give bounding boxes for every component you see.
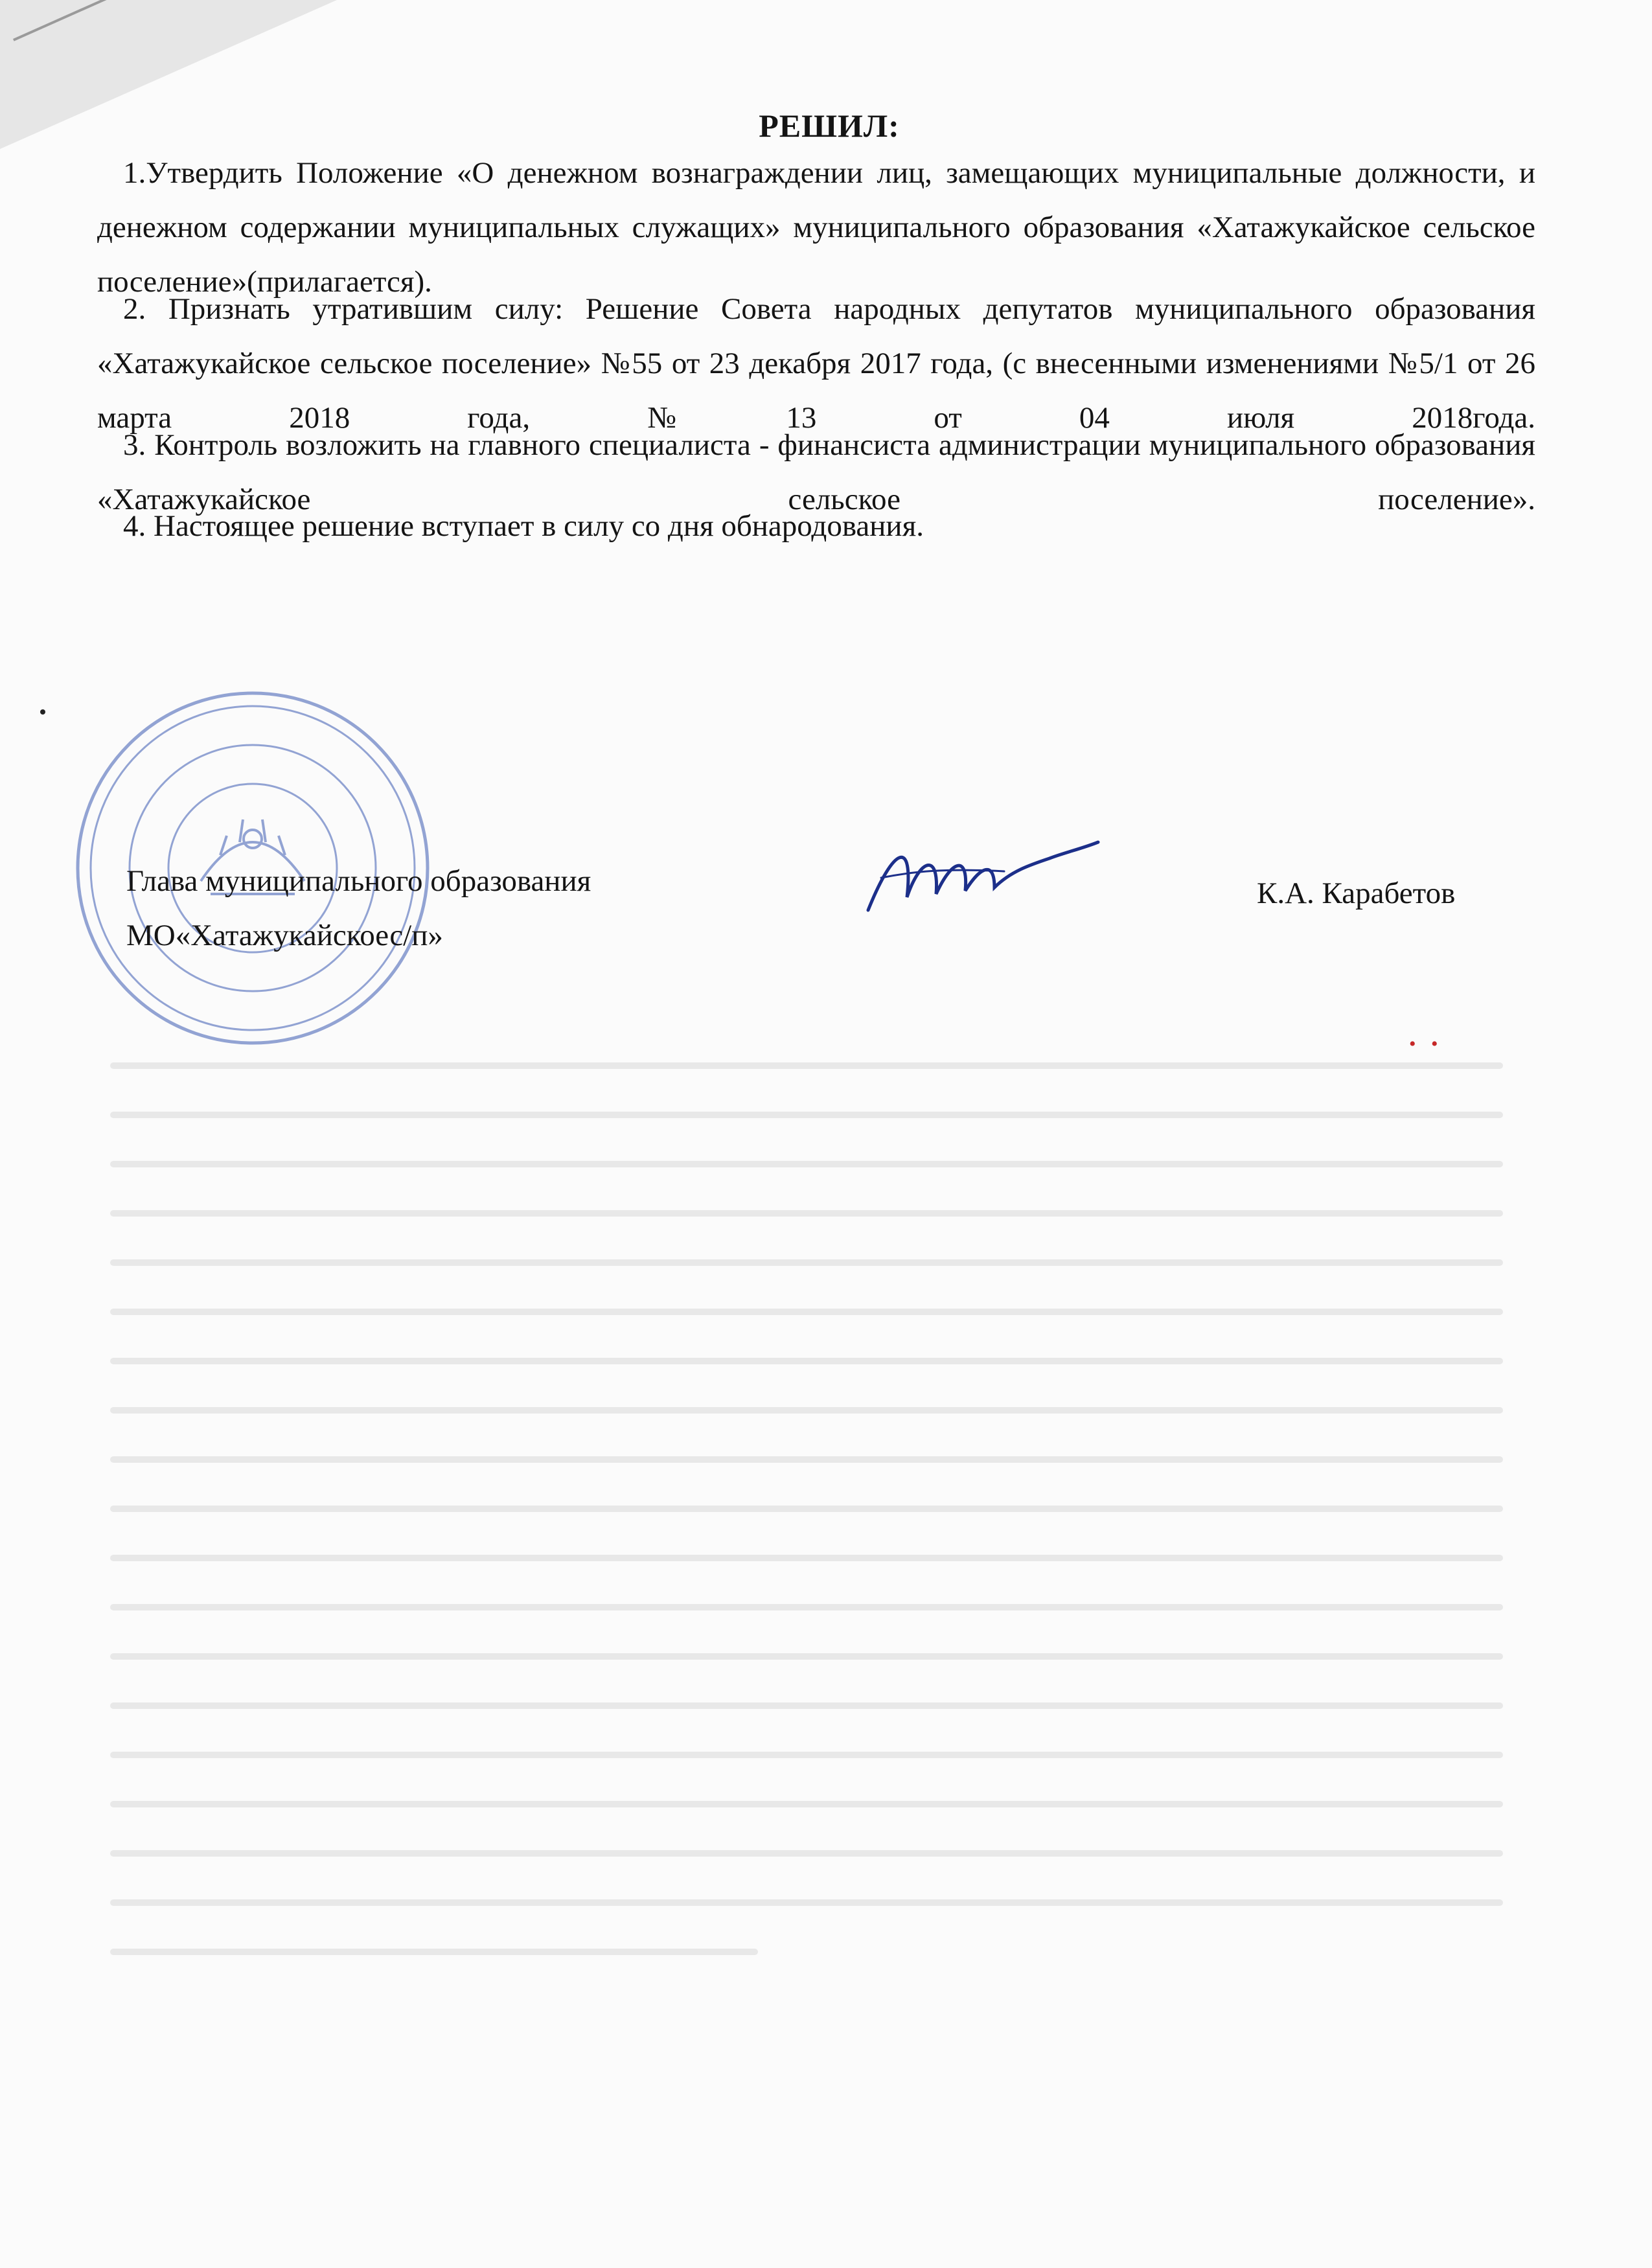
signatory-title-line-1: Глава муниципального образования [126,864,591,898]
bleed-line [110,1850,1503,1857]
ink-dot [40,709,45,715]
paragraph-1: 1.Утвердить Положение «О денежном вознаграждении лиц, замещающих муниципальные должности, и денежном содержании муниципальных служащих» муниципального образования «Хатажукайское сельское поселение»(прилагается). [97,156,1535,299]
signatory-title-line-2: МО«Хатажукайскоес/п» [126,919,443,952]
bleed-line [110,1899,1503,1906]
bleed-line [110,1604,1503,1610]
bleed-line [110,1309,1503,1315]
bleed-line [110,1555,1503,1561]
bleed-line [110,1752,1503,1758]
bleed-line [110,1161,1503,1167]
bleed-line [110,1653,1503,1660]
bleed-line [110,1407,1503,1414]
bleed-line [110,1949,758,1955]
reverse-side-bleed [110,1062,1535,2034]
bleed-line [110,1062,1503,1069]
bleed-line [110,1702,1503,1709]
red-ink-marks: • • [1409,1033,1443,1055]
paragraph-4: 4. Настоящее решение вступает в силу со дня обнародования. [123,509,924,543]
bleed-line [110,1801,1503,1807]
paragraph-2: 2. Признать утратившим силу: Решение Совета народных депутатов муниципального образования «Хатажукайское сельское поселение» №55 от 23 декабря 2017 года, (с внесенными изменениями №5/1 от 26 марта 2018 года, №13 от 04 июля 2018года. [97,292,1535,435]
bleed-line [110,1210,1503,1217]
bleed-line [110,1259,1503,1266]
paragraph-3: 3. Контроль возложить на главного специалиста - финансиста администрации муниципального образования «Хатажукайское сельское поселение». [97,428,1535,516]
bleed-line [110,1112,1503,1118]
signatory-title [126,854,591,963]
signer-name: К.А. Карабетов [1257,876,1456,910]
bleed-line [110,1358,1503,1364]
page-heading: РЕШИЛ: [759,108,900,144]
bleed-line [110,1456,1503,1463]
handwritten-signature [855,832,1101,917]
bleed-line [110,1506,1503,1512]
